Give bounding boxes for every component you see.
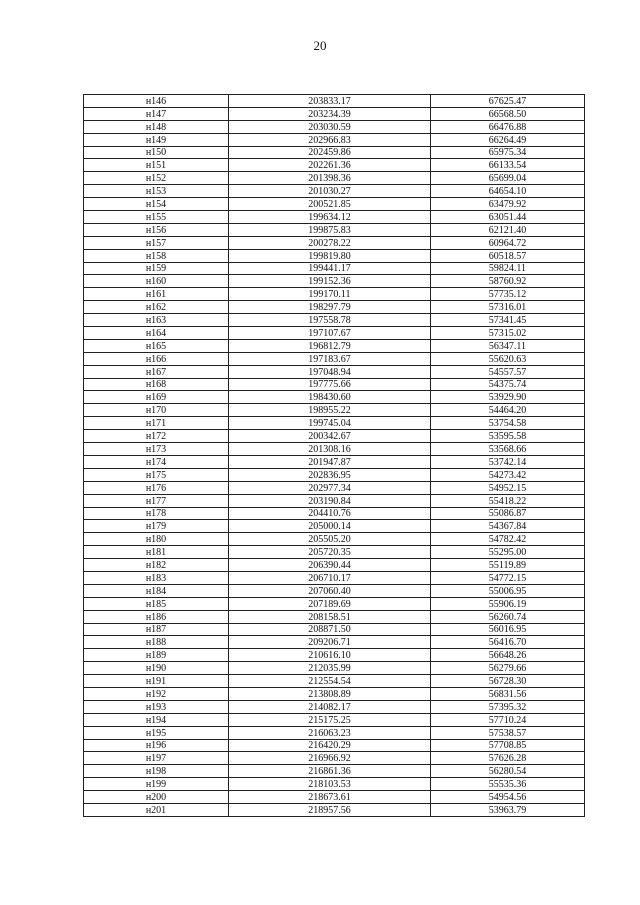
table-row [84, 778, 585, 791]
table-row [84, 687, 585, 700]
point-id-cell: н166 [84, 352, 229, 365]
point-id-cell: н192 [84, 687, 229, 700]
table-row [84, 288, 585, 301]
y-coordinate-cell: 55906.19 [431, 597, 585, 610]
table-row [84, 481, 585, 494]
table-row [84, 352, 585, 365]
table-row [84, 610, 585, 623]
point-id-cell: н155 [84, 211, 229, 224]
x-coordinate-cell: 205720.35 [229, 546, 431, 559]
x-coordinate-cell: 200521.85 [229, 198, 431, 211]
table-row [84, 120, 585, 133]
y-coordinate-cell: 55620.63 [431, 352, 585, 365]
point-id-cell: н197 [84, 752, 229, 765]
coordinates-table [83, 94, 585, 817]
x-coordinate-cell: 207189.69 [229, 597, 431, 610]
table-row [84, 430, 585, 443]
table-row [84, 443, 585, 456]
y-coordinate-cell: 65975.34 [431, 146, 585, 159]
table-row [84, 236, 585, 249]
y-coordinate-cell: 56016.95 [431, 623, 585, 636]
y-coordinate-cell: 54772.15 [431, 571, 585, 584]
x-coordinate-cell: 199634.12 [229, 211, 431, 224]
table-row [84, 739, 585, 752]
x-coordinate-cell: 216861.36 [229, 765, 431, 778]
table-row [84, 314, 585, 327]
table-row [84, 211, 585, 224]
y-coordinate-cell: 58760.92 [431, 275, 585, 288]
y-coordinate-cell: 55086.87 [431, 507, 585, 520]
x-coordinate-cell: 218103.53 [229, 778, 431, 791]
table-row [84, 455, 585, 468]
x-coordinate-cell: 204410.76 [229, 507, 431, 520]
y-coordinate-cell: 56279.66 [431, 662, 585, 675]
table-row [84, 417, 585, 430]
y-coordinate-cell: 57395.32 [431, 700, 585, 713]
point-id-cell: н196 [84, 739, 229, 752]
y-coordinate-cell: 53568.66 [431, 443, 585, 456]
y-coordinate-cell: 60518.57 [431, 249, 585, 262]
point-id-cell: н162 [84, 301, 229, 314]
point-id-cell: н176 [84, 481, 229, 494]
table-row [84, 172, 585, 185]
table-row [84, 494, 585, 507]
point-id-cell: н164 [84, 327, 229, 340]
x-coordinate-cell: 205000.14 [229, 520, 431, 533]
table-row [84, 391, 585, 404]
point-id-cell: н154 [84, 198, 229, 211]
point-id-cell: н170 [84, 404, 229, 417]
table-row [84, 533, 585, 546]
point-id-cell: н191 [84, 675, 229, 688]
point-id-cell: н158 [84, 249, 229, 262]
table-row [84, 249, 585, 262]
table-row [84, 378, 585, 391]
x-coordinate-cell: 197183.67 [229, 352, 431, 365]
y-coordinate-cell: 67625.47 [431, 95, 585, 108]
x-coordinate-cell: 196812.79 [229, 339, 431, 352]
point-id-cell: н146 [84, 95, 229, 108]
table-row [84, 584, 585, 597]
x-coordinate-cell: 199152.36 [229, 275, 431, 288]
table-row [84, 262, 585, 275]
point-id-cell: н169 [84, 391, 229, 404]
x-coordinate-cell: 216063.23 [229, 726, 431, 739]
x-coordinate-cell: 202459.86 [229, 146, 431, 159]
y-coordinate-cell: 57315.02 [431, 327, 585, 340]
y-coordinate-cell: 63051.44 [431, 211, 585, 224]
point-id-cell: н165 [84, 339, 229, 352]
point-id-cell: н148 [84, 120, 229, 133]
y-coordinate-cell: 57626.28 [431, 752, 585, 765]
table-row [84, 803, 585, 816]
table-row [84, 365, 585, 378]
x-coordinate-cell: 197558.78 [229, 314, 431, 327]
table-row [84, 713, 585, 726]
x-coordinate-cell: 208158.51 [229, 610, 431, 623]
point-id-cell: н198 [84, 765, 229, 778]
point-id-cell: н184 [84, 584, 229, 597]
table-row [84, 133, 585, 146]
x-coordinate-cell: 198955.22 [229, 404, 431, 417]
y-coordinate-cell: 53754.58 [431, 417, 585, 430]
x-coordinate-cell: 203234.39 [229, 107, 431, 120]
table-row [84, 301, 585, 314]
point-id-cell: н160 [84, 275, 229, 288]
y-coordinate-cell: 54557.57 [431, 365, 585, 378]
y-coordinate-cell: 64654.10 [431, 185, 585, 198]
point-id-cell: н173 [84, 443, 229, 456]
y-coordinate-cell: 53929.90 [431, 391, 585, 404]
table-row [84, 107, 585, 120]
y-coordinate-cell: 66264.49 [431, 133, 585, 146]
y-coordinate-cell: 53963.79 [431, 803, 585, 816]
table-row [84, 571, 585, 584]
point-id-cell: н152 [84, 172, 229, 185]
point-id-cell: н178 [84, 507, 229, 520]
x-coordinate-cell: 203190.84 [229, 494, 431, 507]
y-coordinate-cell: 66133.54 [431, 159, 585, 172]
y-coordinate-cell: 53595.58 [431, 430, 585, 443]
point-id-cell: н182 [84, 559, 229, 572]
point-id-cell: н161 [84, 288, 229, 301]
y-coordinate-cell: 57341.45 [431, 314, 585, 327]
y-coordinate-cell: 54782.42 [431, 533, 585, 546]
x-coordinate-cell: 205505.20 [229, 533, 431, 546]
point-id-cell: н193 [84, 700, 229, 713]
y-coordinate-cell: 55535.36 [431, 778, 585, 791]
x-coordinate-cell: 218673.61 [229, 791, 431, 804]
x-coordinate-cell: 206710.17 [229, 571, 431, 584]
point-id-cell: н189 [84, 649, 229, 662]
x-coordinate-cell: 213808.89 [229, 687, 431, 700]
y-coordinate-cell: 54273.42 [431, 468, 585, 481]
y-coordinate-cell: 60964.72 [431, 236, 585, 249]
x-coordinate-cell: 199745.04 [229, 417, 431, 430]
table-row [84, 275, 585, 288]
y-coordinate-cell: 56416.70 [431, 636, 585, 649]
x-coordinate-cell: 202977.34 [229, 481, 431, 494]
y-coordinate-cell: 55418.22 [431, 494, 585, 507]
point-id-cell: н199 [84, 778, 229, 791]
y-coordinate-cell: 56831.56 [431, 687, 585, 700]
point-id-cell: н179 [84, 520, 229, 533]
y-coordinate-cell: 55295.00 [431, 546, 585, 559]
x-coordinate-cell: 200278.22 [229, 236, 431, 249]
y-coordinate-cell: 66568.50 [431, 107, 585, 120]
point-id-cell: н177 [84, 494, 229, 507]
coordinates-table-body [84, 95, 585, 817]
table-row [84, 636, 585, 649]
point-id-cell: н186 [84, 610, 229, 623]
x-coordinate-cell: 203030.59 [229, 120, 431, 133]
x-coordinate-cell: 212554.54 [229, 675, 431, 688]
y-coordinate-cell: 63479.92 [431, 198, 585, 211]
table-row [84, 507, 585, 520]
x-coordinate-cell: 208871.50 [229, 623, 431, 636]
y-coordinate-cell: 56648.26 [431, 649, 585, 662]
x-coordinate-cell: 207060.40 [229, 584, 431, 597]
x-coordinate-cell: 203833.17 [229, 95, 431, 108]
y-coordinate-cell: 53742.14 [431, 455, 585, 468]
table-row [84, 327, 585, 340]
y-coordinate-cell: 57316.01 [431, 301, 585, 314]
y-coordinate-cell: 65699.04 [431, 172, 585, 185]
table-row [84, 468, 585, 481]
point-id-cell: н159 [84, 262, 229, 275]
x-coordinate-cell: 199170.11 [229, 288, 431, 301]
x-coordinate-cell: 216966.92 [229, 752, 431, 765]
point-id-cell: н151 [84, 159, 229, 172]
point-id-cell: н200 [84, 791, 229, 804]
x-coordinate-cell: 197048.94 [229, 365, 431, 378]
point-id-cell: н175 [84, 468, 229, 481]
x-coordinate-cell: 216420.29 [229, 739, 431, 752]
point-id-cell: н201 [84, 803, 229, 816]
x-coordinate-cell: 202966.83 [229, 133, 431, 146]
x-coordinate-cell: 212035.99 [229, 662, 431, 675]
y-coordinate-cell: 57538.57 [431, 726, 585, 739]
y-coordinate-cell: 54367.84 [431, 520, 585, 533]
x-coordinate-cell: 209206.71 [229, 636, 431, 649]
y-coordinate-cell: 59824.11 [431, 262, 585, 275]
table-row [84, 726, 585, 739]
point-id-cell: н183 [84, 571, 229, 584]
x-coordinate-cell: 200342.67 [229, 430, 431, 443]
y-coordinate-cell: 55119.89 [431, 559, 585, 572]
y-coordinate-cell: 54952.15 [431, 481, 585, 494]
x-coordinate-cell: 210616.10 [229, 649, 431, 662]
table-row [84, 223, 585, 236]
x-coordinate-cell: 198297.79 [229, 301, 431, 314]
point-id-cell: н187 [84, 623, 229, 636]
table-row [84, 159, 585, 172]
point-id-cell: н149 [84, 133, 229, 146]
point-id-cell: н185 [84, 597, 229, 610]
y-coordinate-cell: 56728.30 [431, 675, 585, 688]
y-coordinate-cell: 66476.88 [431, 120, 585, 133]
x-coordinate-cell: 199441.17 [229, 262, 431, 275]
page-number: 20 [313, 38, 327, 53]
y-coordinate-cell: 55006.95 [431, 584, 585, 597]
x-coordinate-cell: 202261.36 [229, 159, 431, 172]
point-id-cell: н171 [84, 417, 229, 430]
point-id-cell: н195 [84, 726, 229, 739]
table-row [84, 765, 585, 778]
table-row [84, 675, 585, 688]
table-row [84, 662, 585, 675]
y-coordinate-cell: 57735.12 [431, 288, 585, 301]
point-id-cell: н168 [84, 378, 229, 391]
point-id-cell: н190 [84, 662, 229, 675]
y-coordinate-cell: 56260.74 [431, 610, 585, 623]
point-id-cell: н174 [84, 455, 229, 468]
y-coordinate-cell: 57710.24 [431, 713, 585, 726]
y-coordinate-cell: 56280.54 [431, 765, 585, 778]
point-id-cell: н163 [84, 314, 229, 327]
point-id-cell: н157 [84, 236, 229, 249]
x-coordinate-cell: 199819.80 [229, 249, 431, 262]
point-id-cell: н150 [84, 146, 229, 159]
table-row [84, 185, 585, 198]
point-id-cell: н156 [84, 223, 229, 236]
y-coordinate-cell: 56347.11 [431, 339, 585, 352]
y-coordinate-cell: 54954.56 [431, 791, 585, 804]
x-coordinate-cell: 214082.17 [229, 700, 431, 713]
table-row [84, 649, 585, 662]
point-id-cell: н153 [84, 185, 229, 198]
point-id-cell: н180 [84, 533, 229, 546]
table-row [84, 791, 585, 804]
x-coordinate-cell: 197107.67 [229, 327, 431, 340]
table-row [84, 339, 585, 352]
x-coordinate-cell: 201308.16 [229, 443, 431, 456]
x-coordinate-cell: 206390.44 [229, 559, 431, 572]
x-coordinate-cell: 201947.87 [229, 455, 431, 468]
table-row [84, 198, 585, 211]
table-row [84, 559, 585, 572]
point-id-cell: н167 [84, 365, 229, 378]
x-coordinate-cell: 202836.95 [229, 468, 431, 481]
table-row [84, 597, 585, 610]
table-row [84, 520, 585, 533]
point-id-cell: н147 [84, 107, 229, 120]
table-row [84, 623, 585, 636]
point-id-cell: н172 [84, 430, 229, 443]
x-coordinate-cell: 218957.56 [229, 803, 431, 816]
table-row [84, 700, 585, 713]
point-id-cell: н181 [84, 546, 229, 559]
table-row [84, 404, 585, 417]
table-row [84, 95, 585, 108]
y-coordinate-cell: 54375.74 [431, 378, 585, 391]
x-coordinate-cell: 201030.27 [229, 185, 431, 198]
table-row [84, 752, 585, 765]
table-row [84, 546, 585, 559]
point-id-cell: н188 [84, 636, 229, 649]
table-row [84, 146, 585, 159]
x-coordinate-cell: 199875.83 [229, 223, 431, 236]
y-coordinate-cell: 57708.85 [431, 739, 585, 752]
x-coordinate-cell: 201398.36 [229, 172, 431, 185]
point-id-cell: н194 [84, 713, 229, 726]
y-coordinate-cell: 62121.40 [431, 223, 585, 236]
x-coordinate-cell: 197775.66 [229, 378, 431, 391]
x-coordinate-cell: 198430.60 [229, 391, 431, 404]
x-coordinate-cell: 215175.25 [229, 713, 431, 726]
y-coordinate-cell: 54464.20 [431, 404, 585, 417]
